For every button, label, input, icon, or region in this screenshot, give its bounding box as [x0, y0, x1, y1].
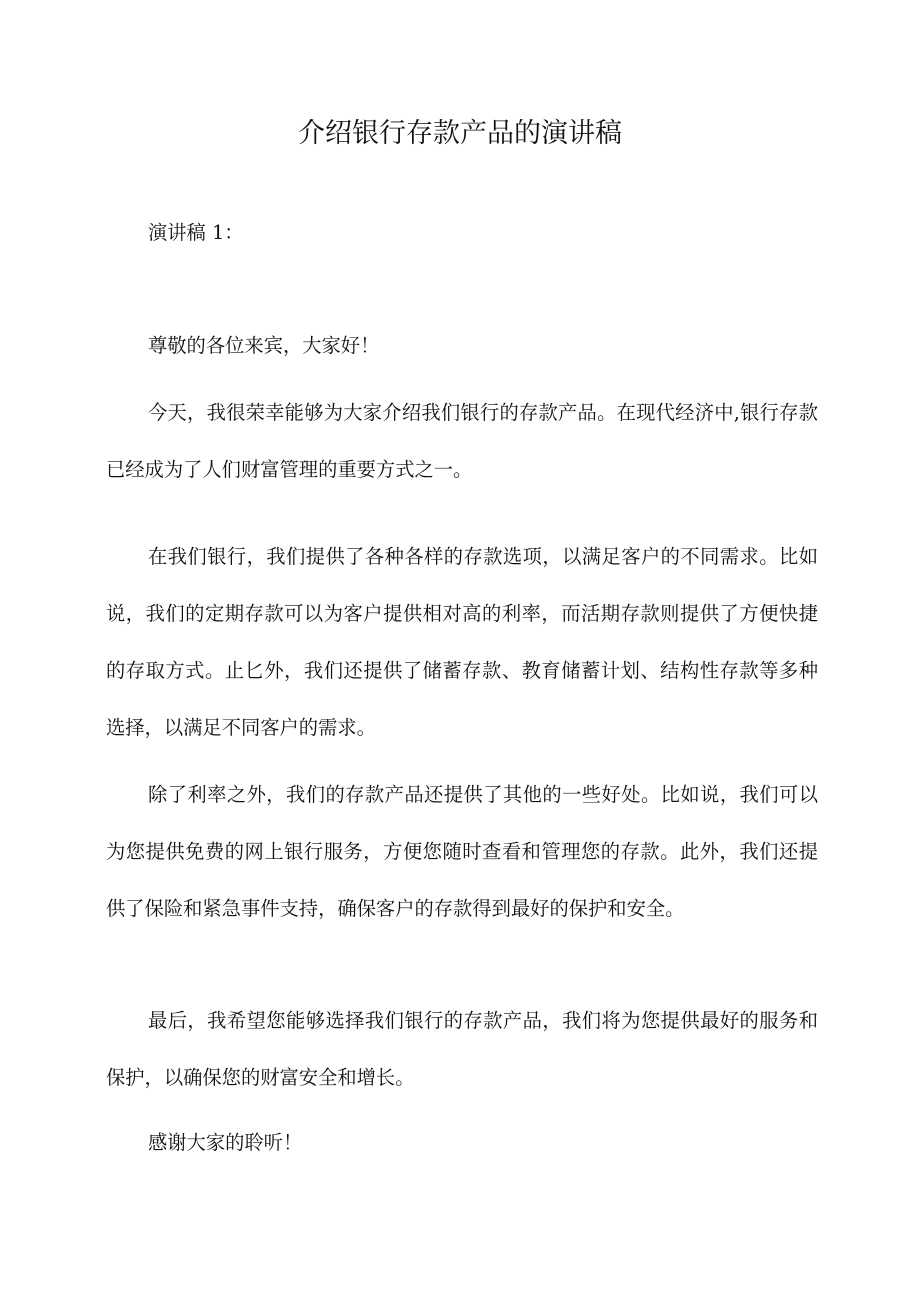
document-title: 介绍银行存款产品的演讲稿	[298, 118, 622, 149]
greeting-paragraph: 尊敬的各位来宾，大家好！	[148, 334, 380, 357]
speech-label: 演讲稿 1：	[148, 221, 244, 244]
thanks-paragraph: 感谢大家的聆听！	[148, 1131, 303, 1154]
products-paragraph: 在我们银行，我们提供了各种各样的存款选项，以满足客户的不同需求。比如说，我们的定期存款可以为客户提供相对高的利率，而活期存款则提供了方便快捷的存取方式。止匕外，我们还提供了储蓄存款、教育储蓄计划、结构性存款等多种选择，以满足不同客户的需求。	[106, 545, 818, 739]
benefits-paragraph: 除了利率之外，我们的存款产品还提供了其他的一些好处。比如说，我们可以为您提供免费的网上银行服务，方便您随时查看和管理您的存款。此外，我们还提供了保险和紧急事件支持，确保客户的存款得到最好的保护和安全。	[106, 783, 818, 920]
closing-paragraph: 最后，我希望您能够选择我们银行的存款产品，我们将为您提供最好的服务和保护，以确保您的财富安全和增长。	[106, 1009, 818, 1089]
intro-paragraph: 今天，我很荣幸能够为大家介绍我们银行的存款产品。在现代经济中,银行存款已经成为了人们财富管理的重要方式之一。	[106, 401, 818, 481]
